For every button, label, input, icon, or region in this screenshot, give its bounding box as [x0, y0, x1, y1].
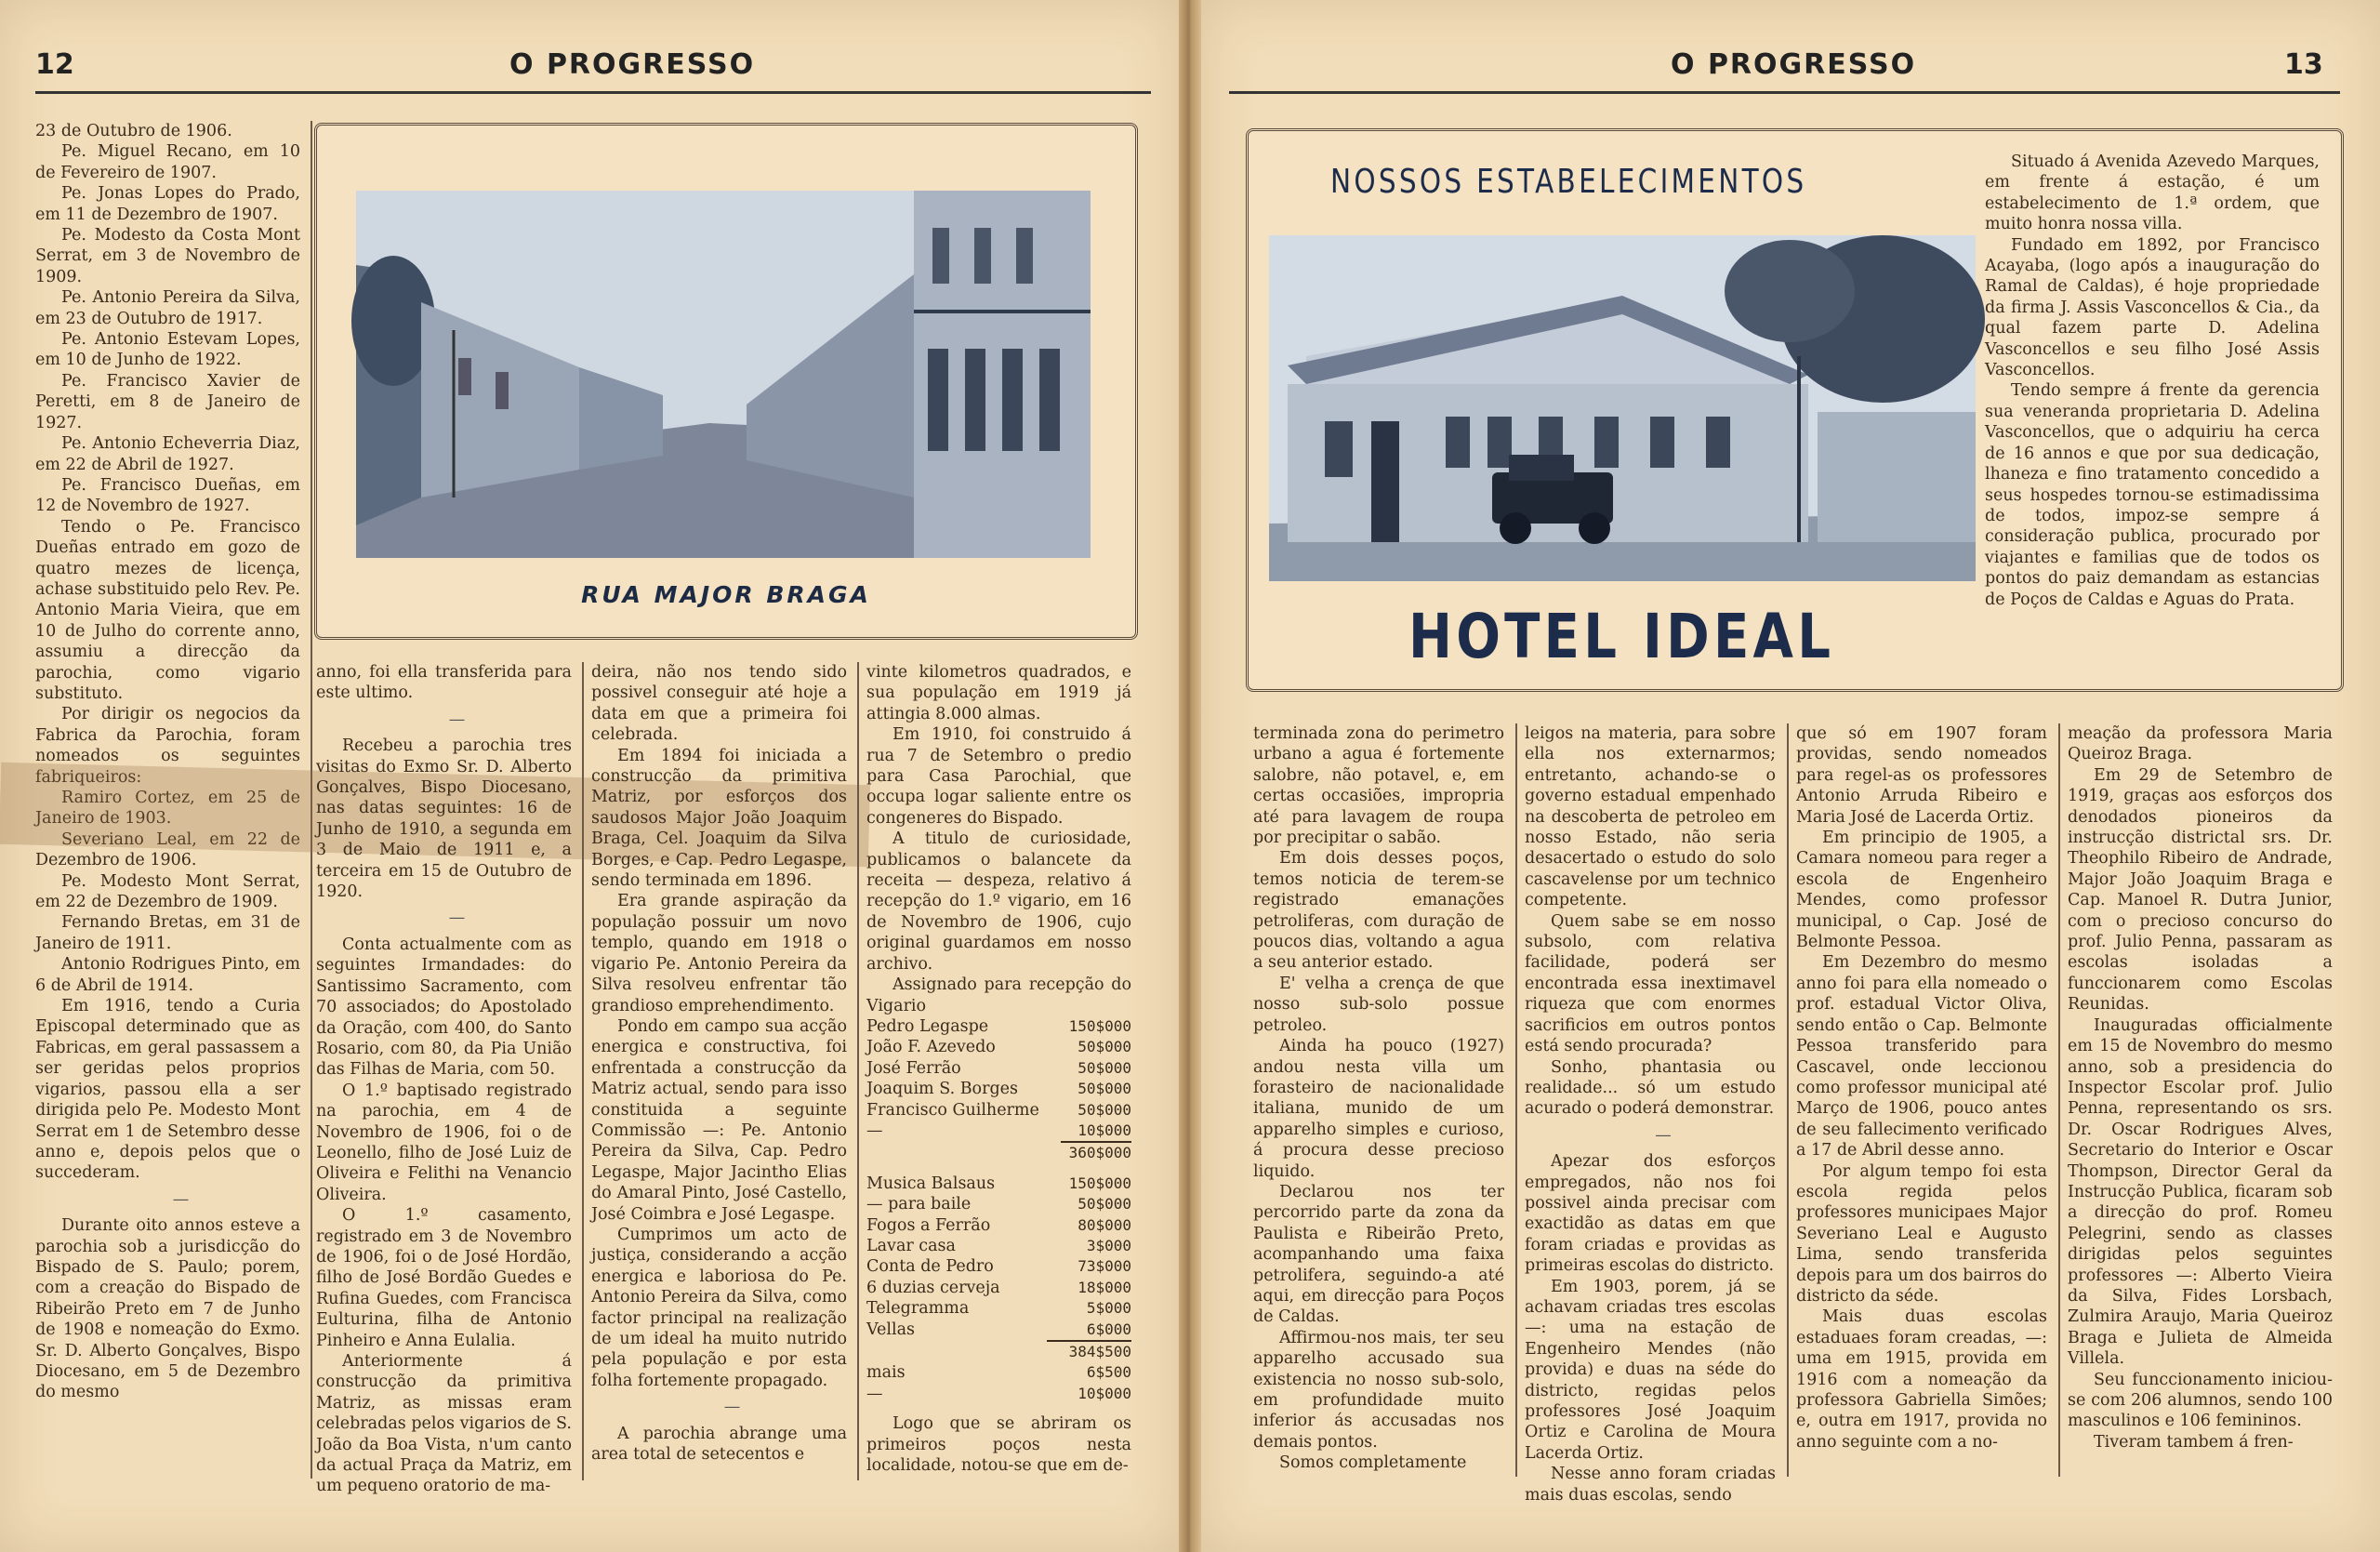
right-column-4 — [2068, 723, 2333, 1477]
paragraph: E' velha a crença de que nosso sub-solo possue petroleo. — [1253, 974, 1504, 1035]
ledger-amount: 50$000 — [1078, 1058, 1131, 1077]
ledger-amount: 6$000 — [1086, 1320, 1131, 1338]
ledger-row — [866, 1100, 1131, 1121]
street-photo-illustration — [356, 191, 1091, 558]
section-title: NOSSOS ESTABELECIMENTOS — [1330, 163, 1807, 201]
paragraph: Quem sabe se em nosso subsolo, com relativa facilidade, poderá ser encontrada essa inextimavel riqueza que com enormes sacrificios em outros pontos está sendo procurada? — [1525, 911, 1776, 1056]
ledger-item: Fogos a Ferrão — [866, 1215, 991, 1235]
paragraph: Fernando Bretas, em 31 de Janeiro de 1911. — [35, 913, 300, 953]
paragraph: Em dois desses poços, temos noticia de terem-se registrado emanações petroliferas, com duração de poucos dias, voltando a agua a seu anterior estado. — [1253, 849, 1504, 973]
ledger-amount: 6$500 — [1086, 1363, 1131, 1382]
paragraph: vinte kilometros quadrados, e sua população em 1919 já attingia 8.000 almas. — [866, 663, 1131, 723]
ledger-item: — — [866, 1121, 883, 1141]
paragraph: Ainda ha pouco (1927) andou nesta villa um forasteiro de nacionalidade italiana, munido de um apparelho simples e curioso, á procura desse precioso liquido. — [1253, 1037, 1504, 1181]
ledger-amount: 384$500 — [1047, 1341, 1131, 1362]
ledger-row — [866, 1278, 1131, 1298]
section-separator: — — [172, 1189, 190, 1209]
paragraph: Em Dezembro do mesmo anno foi para ella nomeado o prof. estadual Victor Oliva, sendo então o Cap. Belmonte Pessoa transferido para Cascavel, onde leccionou como professor municipal até Março de 1906, pouco antes de seu fallecimento verificado a 17 de Abril desse anno. — [1796, 953, 2047, 1161]
ledger-item: Lavar casa — [866, 1236, 956, 1255]
paragraph: Em 1910, foi construido á rua 7 de Setembro o predio para Casa Parochial, que occupa logar saliente entre os congeneres do Bispado. — [866, 725, 1131, 828]
column-divider — [1515, 723, 1517, 1477]
right-page — [1201, 0, 2380, 1552]
right-column-1 — [1253, 723, 1504, 1477]
hotel-name: HOTEL IDEAL — [1408, 601, 1835, 672]
street-photo — [356, 191, 1091, 558]
paragraph: Situado á Avenida Azevedo Marques, em frente á estação, é um estabelecimento de 1.ª ordem, que muito honra nossa villa. — [1985, 153, 2320, 234]
ledger-row — [866, 1016, 1131, 1037]
paragraph: Durante oito annos esteve a parochia sob a jurisdicção do Bispado de S. Paulo; porem, com a creação do Bispado de Ribeirão Preto em 7 de Junho de 1908 e nomeação do Exmo. Sr. D. Alberto Gonçalves, Bispo Diocesano, em 5 de Dezembro do mesmo — [35, 1216, 300, 1402]
column-divider — [857, 662, 859, 1480]
paragraph: Pe. Francisco Xavier de Peretti, em 8 de Janeiro de 1927. — [35, 371, 300, 432]
ledger-amount: 18$000 — [1078, 1278, 1131, 1296]
ledger-amount: 50$000 — [1078, 1080, 1131, 1098]
page-header: O PROGRESSO — [1671, 48, 1917, 81]
paragraph: Inauguradas officialmente em 15 de Novembro do mesmo anno, sob a presidencia do Inspector Escolar prof. Julio Penna, representando os srs. Dr. Oscar Rodrigues Alves, Secretario do Interior e Oscar Thompson, Director Geral da Instrucção Publica, ficaram sob a direcção do prof. Romeu Pelegrini, sendo as classes dirigidas pelos seguintes professores —: Alberto Vieira da Silva, Fides Lorsbach, Zulmira Araujo, Maria Queiroz Braga e Julieta de Almeida Villela. — [2068, 1015, 2333, 1369]
photo-caption: RUA MAJOR BRAGA — [581, 581, 871, 608]
ledger-row — [866, 1236, 1131, 1256]
page-header: O PROGRESSO — [509, 48, 756, 81]
paragraph: Pe. Antonio Pereira da Silva, em 23 de Outubro de 1917. — [35, 288, 300, 328]
paragraph: Pe. Antonio Estevam Lopes, em 10 de Junho de 1922. — [35, 330, 300, 370]
ledger-row — [866, 1341, 1131, 1362]
reception-ledger — [866, 1016, 1131, 1164]
paragraph: Era grande aspiração da população possuir um novo templo, quando em 1918 o vigario Pe. Antonio Pereira da Silva resolveu enfrentar tão grandioso emprehendimento. — [591, 892, 847, 1015]
header-rule — [1229, 91, 2340, 94]
ledger-item: 6 duzias cerveja — [866, 1278, 1000, 1297]
paragraph: Affirmou-nos mais, ter seu apparelho accusado sua existencia no nosso sub-solo, em profundidade muito inferior ás accusadas nos demais pontos. — [1253, 1328, 1504, 1452]
ledger-row — [866, 1142, 1131, 1163]
left-column-3 — [591, 662, 847, 1480]
ledger-amount: 50$000 — [1078, 1100, 1131, 1119]
paragraph: terminada zona do perimetro urbano a agua é fortemente salobre, não potavel, e, em certas occasiões, impropria até para lavagem de roupa por precipitar o sabão. — [1253, 724, 1504, 848]
section-separator: — — [723, 1398, 741, 1417]
ledger-item — [866, 1142, 1061, 1163]
column-4-text — [866, 662, 1131, 1016]
section-separator: — — [448, 909, 466, 928]
ledger-amount: 10$000 — [1078, 1121, 1131, 1139]
ledger-amount: 360$000 — [1061, 1142, 1131, 1163]
ledger-item: João F. Azevedo — [866, 1038, 996, 1057]
ledger-amount: 10$000 — [1078, 1384, 1131, 1402]
paragraph: Pe. Modesto Mont Serrat, em 22 de Dezembro de 1909. — [35, 871, 300, 912]
paragraph: deira, não nos tendo sido possivel conseguir até hoje a data em que a primeira foi celebrada. — [591, 663, 847, 745]
column-divider — [2058, 723, 2060, 1477]
paragraph: Pe. Antonio Echeverria Diaz, em 22 de Abril de 1927. — [35, 434, 300, 474]
ledger-item: Pedro Legaspe — [866, 1016, 989, 1036]
ledger-item: — — [866, 1384, 883, 1403]
street-photo-frame — [314, 123, 1138, 640]
paragraph: Apezar dos esforços empregados, não nos foi possivel ainda precisar com exactidão as datas em que foram criadas e providas as primeiras escolas do districto. — [1525, 1152, 1776, 1276]
paragraph: Em 1903, porem, já se achavam criadas tres escolas —: uma na estação de Engenheiro Mendes (não provida) e duas na séde do districto, regidas pelos professores José Joaquim Ortiz e Carolina de Moura Lacerda Ortiz. — [1525, 1277, 1776, 1463]
paragraph: meação da professora Maria Queiroz Braga. — [2068, 724, 2333, 764]
ledger-item: Joaquim S. Borges — [866, 1080, 1019, 1099]
ledger-row — [866, 1298, 1131, 1319]
paragraph: Tendo sempre á frente da gerencia sua veneranda proprietaria D. Adelina Vasconcellos, que o adquiriu ha cerca de 16 annos e que por sua dedicação, lhaneza e fino tratamento concedido a seus hospedes tornou-se estimadissima de todos, impoz-se sempre á consideração publica, procurado por viajantes e familias que de todos os pontos do paiz demandam as estancias de Poços de Caldas e Aguas do Prata. — [1985, 381, 2320, 609]
paragraph: Mais duas escolas estaduaes foram creadas, —: uma em 1915, provida em 1916 com a nomeação da professora Gabriella Simões; e, outra em 1917, provida no anno seguinte com a no- — [1796, 1307, 2047, 1452]
ledger-amount: 150$000 — [1068, 1016, 1131, 1035]
ledger-amount: 150$000 — [1068, 1174, 1131, 1192]
column-divider — [1787, 723, 1789, 1477]
column-4-closing: Logo que se abriram os primeiros poços nesta localidade, notou-se que em de- — [866, 1414, 1131, 1476]
ledger-item — [866, 1341, 1047, 1362]
paragraph: Tiveram tambem á fren- — [2094, 1432, 2294, 1452]
ledger-item: — para baile — [866, 1195, 972, 1214]
ledger-row — [866, 1256, 1131, 1277]
ledger-row — [866, 1194, 1131, 1214]
ledger-amount: 50$000 — [1078, 1038, 1131, 1056]
section-separator: — — [448, 710, 466, 729]
paragraph: Pe. Modesto da Costa Mont Serrat, em 3 de Novembro de 1909. — [35, 226, 300, 286]
paragraph: Severiano Leal, em 22 de Dezembro de 1906. — [35, 829, 300, 870]
ledger-row — [866, 1079, 1131, 1099]
paragraph: Fundado em 1892, por Francisco Acayaba, (logo após a inauguração do Ramal de Caldas), é hoje propriedade da firma J. Assis Vasconcellos & Cia., da qual fazem parte D. Adelina Vasconcellos e seu filho José Assis Vasconcellos. — [1985, 235, 2320, 380]
paragraph: Somos completamente — [1279, 1453, 1467, 1473]
paragraph: Em 1916, tendo a Curia Episcopal determinado que as Fabricas, em geral passassem a ser geridas pelos proprios vigarios, passou ella a ser dirigida pelo Pe. Modesto Mont Serrat em 1 de Setembro desse anno e, depois pelos que o succederam. — [35, 997, 300, 1183]
paragraph: Assignado para recepção do Vigario — [866, 975, 1131, 1015]
paragraph: Recebeu a parochia tres visitas do Exmo Sr. D. Alberto Gonçalves, Bispo Diocesano, nas datas seguintes: 16 de Junho de 1910, a segunda em 3 de Maio de 1911 e, a terceira em 15 de Outubro de 1920. — [316, 736, 572, 902]
paragraph: Declarou nos ter percorrido parte da zona da Paulista e Ribeirão Preto, acompanhando uma faixa petrolifera, seguindo-a até aqui, em direcção para Poços de Caldas. — [1253, 1182, 1504, 1327]
paragraph: Antonio Rodrigues Pinto, em 6 de Abril de 1914. — [35, 955, 300, 995]
paragraph: Pe. Jonas Lopes do Prado, em 11 de Dezembro de 1907. — [35, 184, 300, 224]
paragraph: A titulo de curiosidade, publicamos o balancete da receita — despeza, relativo á recepção do 1.º vigario, em 16 de Novembro de 1906, cujo original guardamos em nosso archivo. — [866, 829, 1131, 974]
paragraph: que só em 1907 foram providas, sendo nomeados para regel-as os professores Antonio Arruda Ribeiro e Maria José de Lacerda Ortiz. — [1796, 724, 2047, 827]
hotel-feature-frame — [1246, 128, 2344, 692]
paragraph: Por algum tempo foi esta escola regida pelos professores municipaes Major Severiano Leal e Augusto Lima, sendo transferida depois para um dos bairros do districto da séde. — [1796, 1161, 2047, 1306]
ledger-amount: 5$000 — [1086, 1299, 1131, 1318]
ledger-item: José Ferrão — [866, 1058, 961, 1078]
paragraph: Pe. Miguel Recano, em 10 de Fevereiro de 1907. — [35, 142, 300, 182]
paragraph: Cumprimos um acto de justiça, considerando a acção energica e laboriosa do Pe. Antonio Pereira da Silva, como factor principal na realização de um ideal ha muito nutrido pela população e por esta folha fortemente propagado. — [591, 1225, 847, 1390]
ledger-item: Francisco Guilherme — [866, 1100, 1039, 1120]
paragraph: Tendo o Pe. Francisco Dueñas entrado em gozo de quatro mezes de licença, achase substituido pelo Rev. Pe. Antonio Maria Vieira, que em 10 de Julho do corrente anno, assumiu a direcção da parochia, como vigario substituto. — [35, 517, 300, 703]
ledger-row — [866, 1121, 1131, 1142]
ledger-row — [866, 1174, 1131, 1194]
ledger-row — [866, 1362, 1131, 1383]
paragraph: Ramiro Cortez, em 25 de Janeiro de 1903. — [35, 789, 300, 829]
paragraph: Pondo em campo sua acção energica e constructiva, foi enfrentada a construcção da Matriz actual, sendo para isso constituida a seguinte Commissão —: Pe. Antonio Pereira da Silva, Cap. Pedro Legaspe, Major Jacintho Elias do Amaral Pinto, José Castello, José Coimbra e José Legaspe. — [591, 1016, 847, 1224]
left-page — [0, 0, 1179, 1552]
hotel-description — [1985, 152, 2320, 672]
right-column-3 — [1796, 723, 2047, 1477]
ledger-amount: 73$000 — [1078, 1257, 1131, 1276]
paragraph: O 1.º baptisado registrado na parochia, em 4 de Novembro de 1906, foi o de Leonello, filho de José Luiz de Oliveira e Felithi na Venancio Oliveira. — [316, 1081, 572, 1204]
ledger-row — [866, 1058, 1131, 1079]
ledger-amount: 50$000 — [1078, 1195, 1131, 1214]
left-column-2 — [316, 662, 572, 1496]
section-separator: — — [1655, 1125, 1672, 1145]
ledger-item: Conta de Pedro — [866, 1257, 994, 1277]
paragraph: Pe. Francisco Dueñas, em 12 de Novembro de 1927. — [35, 475, 300, 516]
paragraph: Conta actualmente com as seguintes Irmandades: do Santissimo Sacramento, com 70 associados; do Apostolado da Oração, com 400, do Santo Rosario, com 80, da Pia União das Filhas de Maria, com 50. — [316, 935, 572, 1080]
paragraph: Nesse anno foram criadas mais duas escolas, sendo — [1525, 1465, 1776, 1505]
paragraph: Sonho, phantasia ou realidade... só um estudo acurado o poderá demonstrar. — [1525, 1057, 1776, 1119]
left-column-4 — [866, 662, 1131, 1480]
paragraph: anno, foi ella transferida para este ultimo. — [316, 663, 572, 703]
hotel-photo — [1269, 235, 1976, 581]
expense-ledger — [866, 1174, 1131, 1404]
paragraph: O 1.º casamento, registrado em 3 de Novembro de 1906, foi o de José Hordão, filho de José Bordão Guedes e Rufina Guedes, com Francisca Eulturina, filha de Antonio Pinheiro e Anna Eulalia. — [316, 1206, 572, 1350]
paragraph: Em 1894 foi iniciada a construcção da primitiva Matriz, por esforços dos saudosos Major João Joaquim Braga, Cel. Joaquim da Silva Borges, e Cap. Pedro Legaspe, sendo terminada em 1896. — [591, 746, 847, 891]
page-number: 12 — [35, 48, 74, 81]
ledger-row — [866, 1320, 1131, 1341]
header-rule — [35, 91, 1151, 94]
ledger-amount: 80$000 — [1078, 1215, 1131, 1234]
ledger-row — [866, 1384, 1131, 1404]
page-number: 13 — [2284, 48, 2323, 81]
ledger-row — [866, 1215, 1131, 1236]
ledger-amount: 3$000 — [1086, 1236, 1131, 1254]
right-column-2 — [1525, 723, 1776, 1505]
paragraph: Por dirigir os negocios da Fabrica da Parochia, foram nomeados os seguintes fabriqueiros: — [35, 705, 300, 787]
book-gutter — [1179, 0, 1201, 1552]
paragraph: Em principio de 1905, a Camara nomeou para reger a escola de Engenheiro Mendes, como professor municipal, o Cap. José de Belmonte Pessoa. — [1796, 829, 2047, 952]
ledger-item: Musica Balsaus — [866, 1174, 996, 1193]
ledger-item: Vellas — [866, 1320, 915, 1340]
paragraph: 23 de Outubro de 1906. — [35, 122, 232, 140]
paragraph: Seu funccionamento iniciou-se com 206 alumnos, sendo 100 masculinos e 106 femininos. — [2068, 1370, 2333, 1431]
ledger-item: Telegramma — [866, 1299, 970, 1319]
paragraph: A parochia abrange uma area total de setecentos e — [591, 1424, 847, 1465]
column-divider — [582, 662, 584, 1480]
paragraph: leigos na materia, para sobre ella nos externarmos; entretanto, achando-se o governo estadual empenhado na descoberta de petroleo em nosso Estado, não seria desacertado o estudo do solo cascavelense por um technico competente. — [1525, 724, 1776, 910]
hotel-photo-illustration — [1269, 235, 1976, 581]
paragraph: Anteriormente á construcção da primitiva Matriz, as missas eram celebradas pelos vigarios de S. João da Boa Vista, n'um canto da actual Praça da Matriz, em um pequeno oratorio de ma- — [316, 1352, 572, 1496]
ledger-item: mais — [866, 1363, 906, 1383]
paragraph: Em 29 de Setembro de 1919, graças aos esforços dos denodados pioneiros da instrucção districtal srs. Dr. Theophilo Ribeiro de Andrade, Major João Joaquim Braga e Cap. Manoel R. Dutra Junior, com o precioso concurso do prof. Julio Penna, passaram as escolas isoladas a funccionarem como Escolas Reunidas. — [2068, 765, 2333, 1015]
ledger-row — [866, 1037, 1131, 1057]
